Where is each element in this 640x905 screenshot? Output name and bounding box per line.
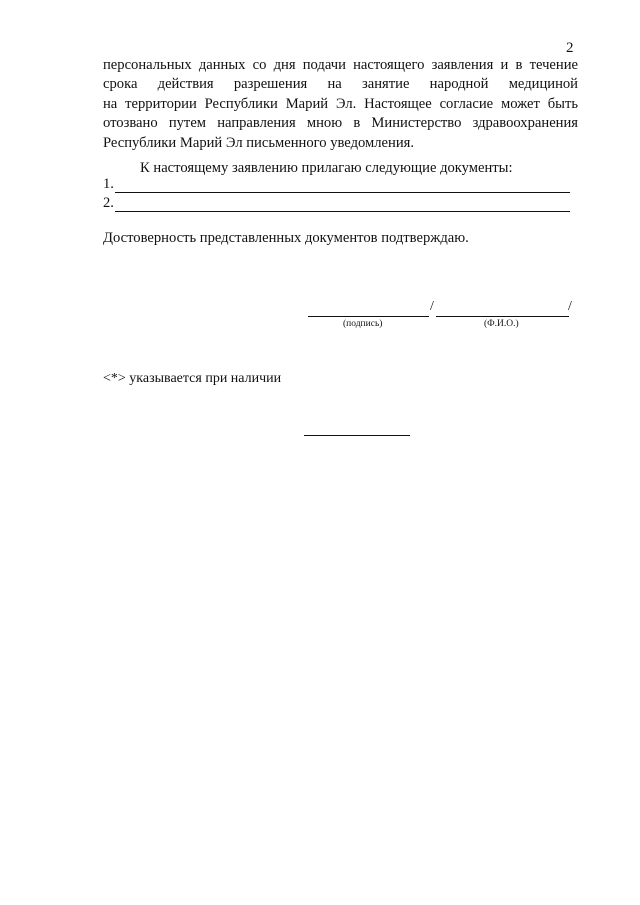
footnote: <*> указывается при наличии bbox=[103, 371, 282, 386]
attachment-row-2 bbox=[103, 195, 570, 212]
attachment-blank-line[interactable] bbox=[115, 178, 570, 193]
paragraph-line: отозвано путем направления мною в Министерство здравоохранения bbox=[103, 115, 578, 132]
signature-separator: / bbox=[430, 299, 434, 314]
paragraph-line: на территории Республики Марий Эл. Настоящее согласие может быть bbox=[103, 95, 578, 112]
signature-blank-line[interactable] bbox=[308, 316, 429, 317]
name-caption: (Ф.И.О.) bbox=[484, 319, 519, 329]
confirmation-text: Достоверность представленных документов подтверждаю. bbox=[103, 230, 469, 246]
attachment-row-1 bbox=[103, 176, 570, 193]
end-separator-line bbox=[304, 435, 410, 436]
attachments-heading: К настоящему заявлению прилагаю следующие документы: bbox=[140, 160, 513, 176]
paragraph-line: персональных данных со дня подачи настоящего заявления и в течение bbox=[103, 57, 578, 73]
name-separator: / bbox=[568, 299, 572, 314]
name-blank-line[interactable] bbox=[436, 316, 569, 317]
paragraph-line: Республики Марий Эл письменного уведомления. bbox=[103, 134, 415, 151]
attachment-blank-line[interactable] bbox=[115, 197, 570, 212]
page-number: 2 bbox=[566, 40, 574, 56]
paragraph-line: срока действия разрешения на занятие народной медициной bbox=[103, 76, 578, 93]
attachment-number: 1. bbox=[103, 176, 114, 192]
attachment-number: 2. bbox=[103, 195, 114, 211]
signature-caption: (подпись) bbox=[343, 319, 383, 329]
consent-paragraph bbox=[103, 56, 578, 153]
